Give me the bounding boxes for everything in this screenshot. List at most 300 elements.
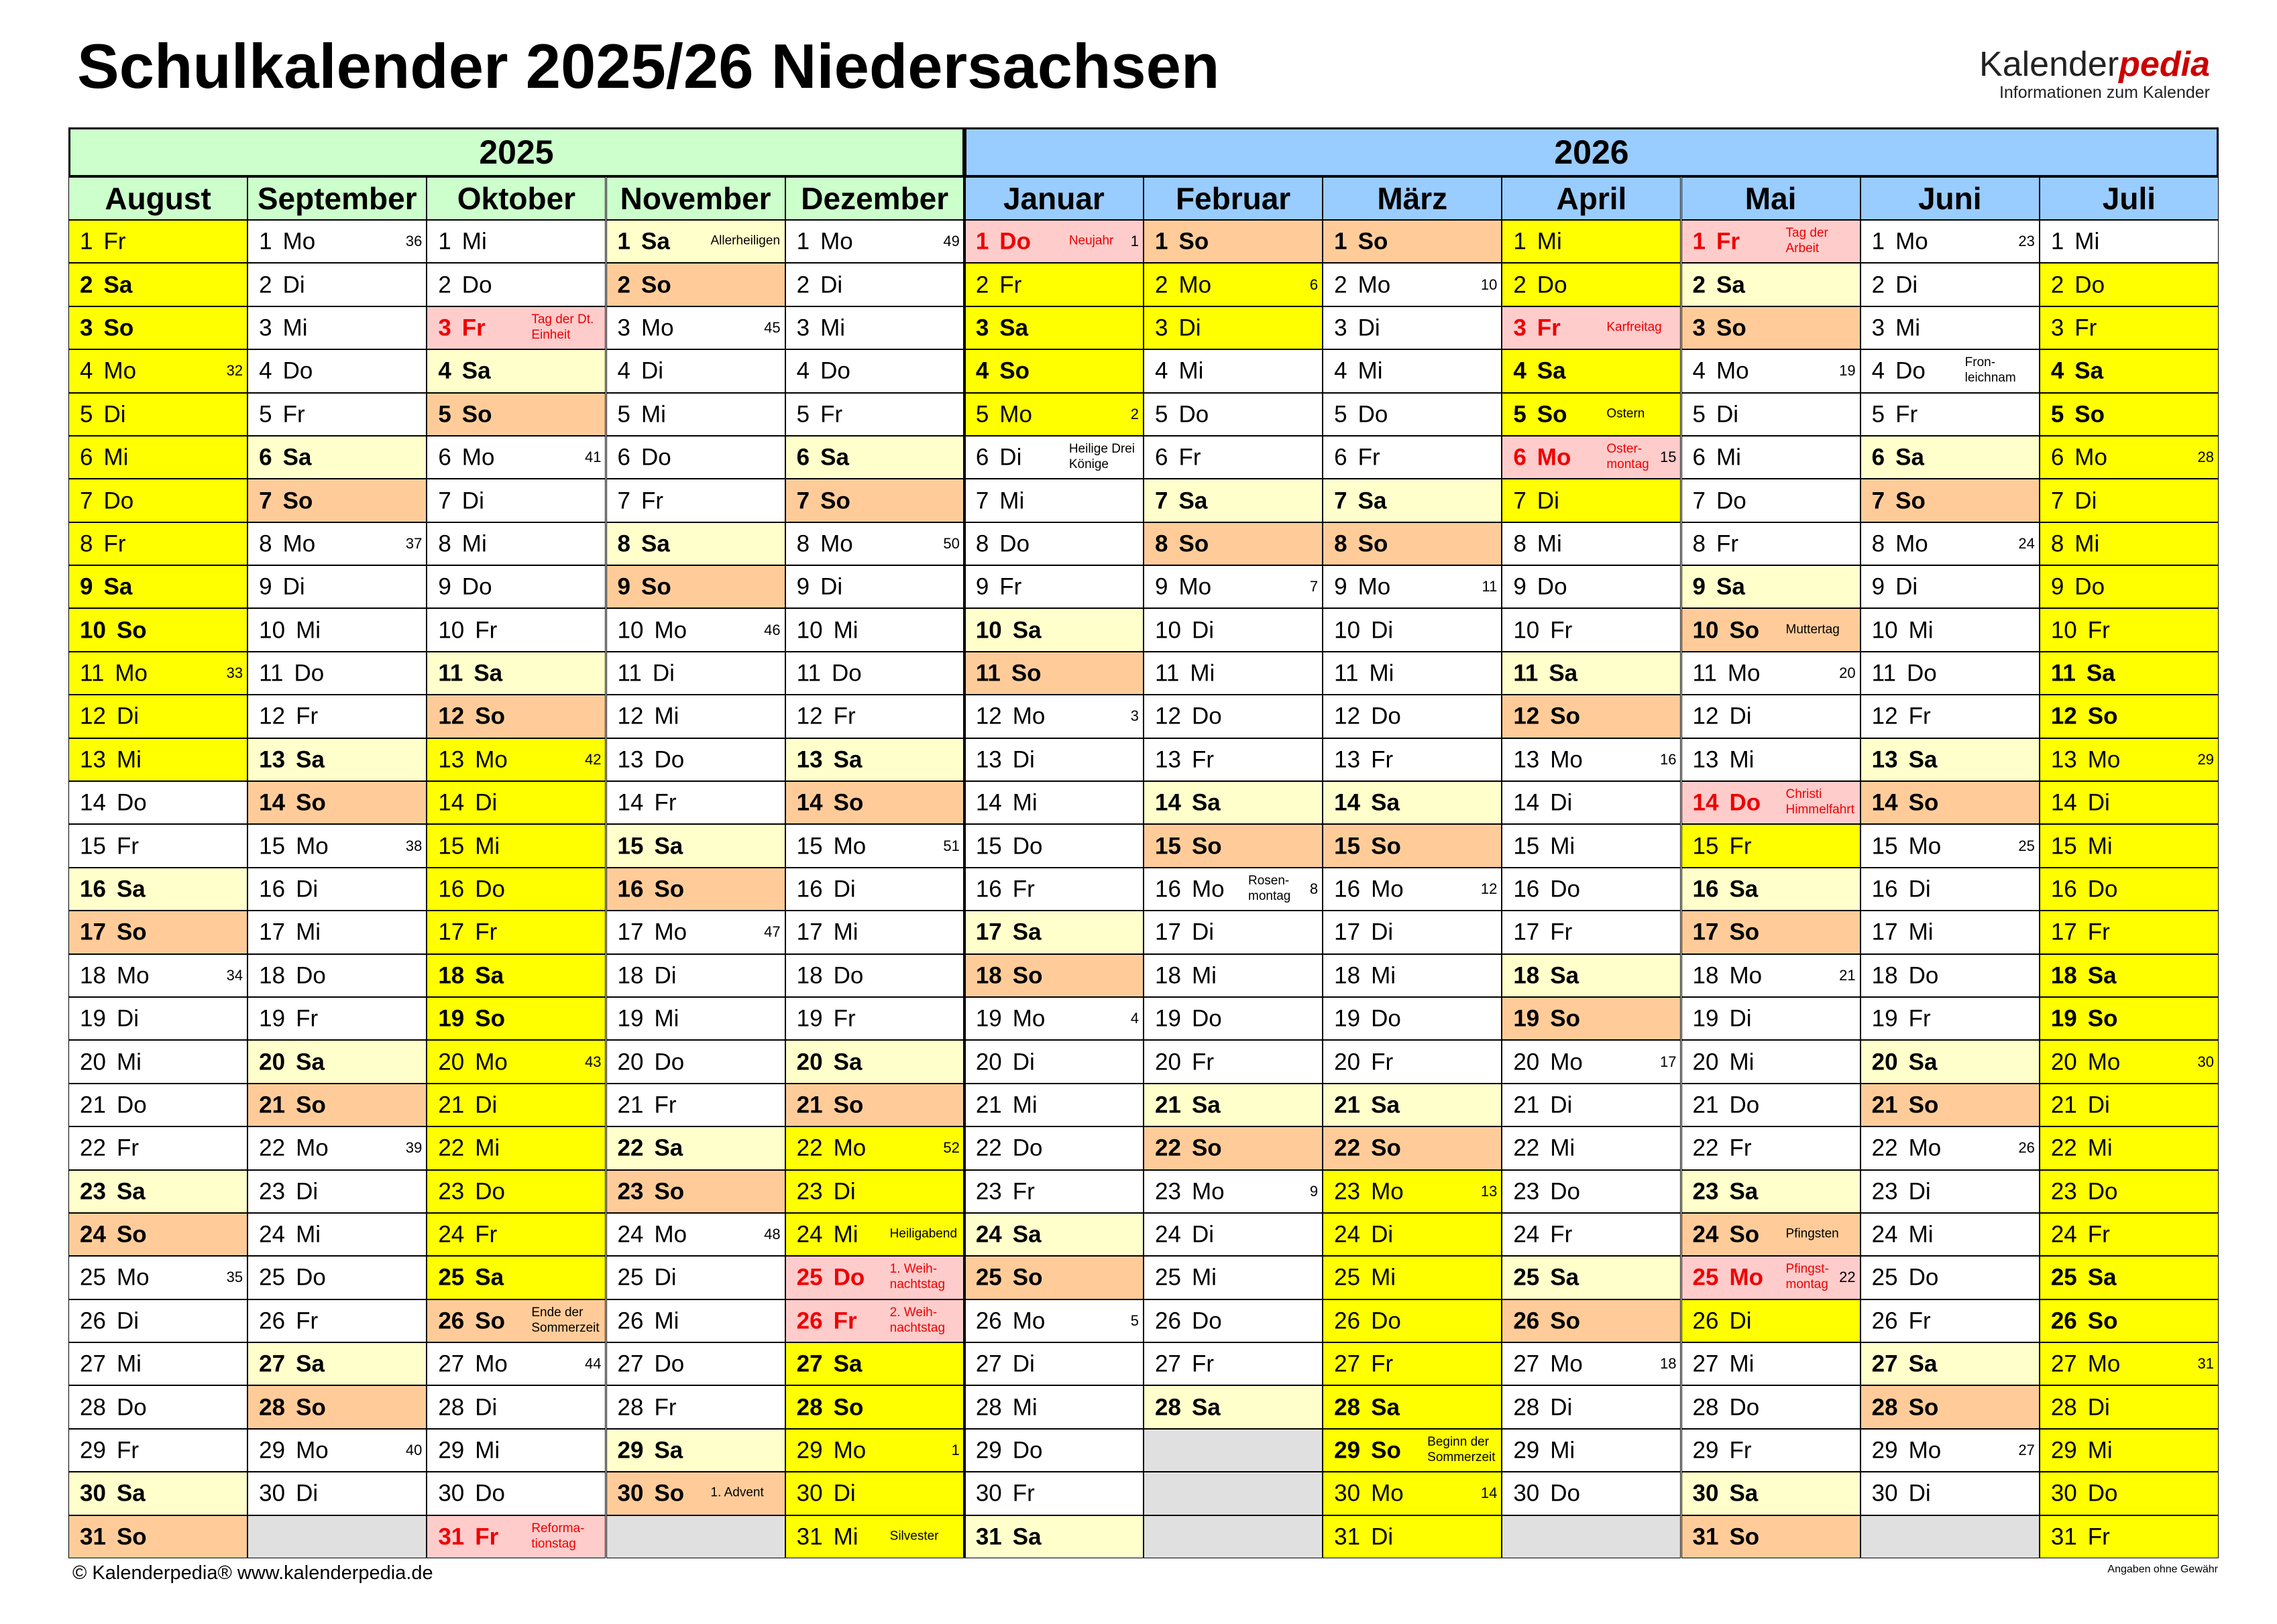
day-label: 21 Fr [617,1092,677,1118]
day-cell [785,1170,964,1213]
day-label: 23 Mo [1334,1178,1404,1205]
day-cell [785,1515,964,1558]
day-label: 20 Sa [796,1049,863,1076]
day-label: 22 Mo [1871,1135,1942,1161]
day-label: 27 Fr [1155,1350,1214,1377]
day-label: 8 Mo [1871,530,1928,557]
empty-day-cell [1502,1515,1681,1558]
day-label: 14 Di [2050,789,2110,816]
day-label: 11 So [975,660,1042,687]
day-cell [68,1084,247,1126]
week-number: 16 [1660,750,1677,768]
day-label: 15 Do [975,833,1043,860]
day-cell [1502,1472,1681,1515]
day-cell [1144,997,1323,1040]
day-cell [1861,393,2040,436]
day-label: 7 So [1871,487,1926,514]
day-cell [247,997,427,1040]
day-label: 17 Di [1155,919,1214,945]
day-label: 9 Mo [1334,573,1391,600]
page-title: Schulkalender 2025/26 Niedersachsen [77,31,1220,101]
day-cell [2040,1472,2219,1515]
day-label: 17 Fr [1513,919,1573,945]
day-label: 24 Mi [259,1221,321,1248]
day-label: 10 So [1692,617,1760,644]
day-cell [1323,1385,1502,1428]
day-label: 27 Mi [80,1350,142,1377]
day-cell [964,652,1144,695]
week-number: 46 [764,621,781,638]
week-number: 6 [1309,276,1319,293]
day-label: 9 Do [438,573,492,600]
day-cell [68,1515,247,1558]
day-cell [785,1126,964,1169]
day-cell [1861,954,2040,997]
day-label: 10 Di [1334,617,1394,644]
day-cell [606,1342,785,1385]
day-label: 27 Fr [1334,1350,1394,1377]
day-label: 17 Sa [975,919,1042,945]
day-cell [606,522,785,565]
day-cell [427,1342,606,1385]
day-label: 12 Fr [1871,703,1931,730]
day-label: 25 Do [259,1264,326,1291]
day-label: 8 Mo [259,530,316,557]
day-label: 10 Fr [1513,617,1573,644]
day-label: 13 Mo [1513,746,1583,773]
day-label: 16 Mo [1155,876,1225,903]
week-number: 30 [2197,1053,2214,1070]
day-cell [427,868,606,911]
day-cell [964,1429,1144,1472]
day-cell [1681,911,1861,953]
day-label: 25 So [975,1264,1043,1291]
day-cell [68,1342,247,1385]
day-label: 8 Do [975,530,1030,557]
day-label: 9 Fr [975,573,1022,600]
day-cell [1861,263,2040,306]
day-cell [1144,479,1323,522]
day-label: 26 Mi [617,1308,679,1334]
day-cell [1144,1170,1323,1213]
day-label: 12 Di [80,703,139,730]
day-label: 7 Di [438,487,484,514]
day-label: 8 Mi [2050,530,2100,557]
day-cell [427,565,606,608]
day-cell [785,868,964,911]
day-cell [606,1213,785,1256]
day-cell [1502,1213,1681,1256]
year-divider [963,127,966,1558]
day-cell [1144,263,1323,306]
day-label: 23 Di [259,1178,319,1205]
day-cell [1323,1299,1502,1342]
day-label: 30 Do [438,1480,506,1507]
day-cell [1861,652,2040,695]
day-label: 12 So [2050,703,2118,730]
week-number: 32 [226,362,243,380]
day-label: 8 Sa [617,530,670,557]
day-label: 28 Mi [975,1394,1038,1421]
day-cell [1144,1342,1323,1385]
day-cell [1502,1170,1681,1213]
day-cell [964,1170,1144,1213]
day-label: 15 So [1155,833,1222,860]
day-cell [1681,436,1861,479]
week-number: 21 [1839,966,1856,984]
month-header-märz: März [1323,177,1502,220]
day-label: 13 Mo [438,746,508,773]
day-cell [68,1429,247,1472]
day-label: 2 Do [2050,272,2105,298]
week-number: 45 [764,318,781,336]
day-cell [1861,479,2040,522]
day-label: 12 Mi [617,703,679,730]
day-label: 28 So [1871,1394,1939,1421]
day-cell [247,781,427,824]
day-cell [427,220,606,263]
day-label: 9 Di [796,573,843,600]
day-cell [1681,1213,1861,1256]
day-cell [964,1299,1144,1342]
day-label: 5 Mo [975,401,1032,428]
day-cell [1861,608,2040,651]
day-label: 2 Di [1871,272,1918,298]
day-label: 23 Sa [80,1178,146,1205]
day-label: 28 Sa [1334,1394,1400,1421]
day-cell [606,997,785,1040]
day-label: 24 Di [1155,1221,1214,1248]
day-label: 24 Mi [1871,1221,1934,1248]
day-cell [1502,263,1681,306]
day-cell [1861,436,2040,479]
day-label: 21 Do [1692,1092,1760,1118]
day-cell [1681,263,1861,306]
day-cell [2040,997,2219,1040]
day-label: 18 Di [617,962,677,989]
day-label: 12 So [1513,703,1580,730]
day-cell [964,1385,1144,1428]
day-cell [785,1385,964,1428]
day-label: 16 Mo [1334,876,1404,903]
day-cell [247,1040,427,1083]
day-label: 7 So [796,487,850,514]
day-cell [247,824,427,867]
day-label: 19 So [2050,1005,2118,1032]
day-cell [247,393,427,436]
day-label: 27 Di [975,1350,1035,1377]
day-cell [606,306,785,349]
day-label: 20 Fr [1155,1049,1214,1076]
day-label: 10 Fr [2050,617,2110,644]
day-label: 4 So [975,357,1030,384]
day-label: 15 Mi [1513,833,1575,860]
day-label: 10 Mi [259,617,321,644]
week-number: 13 [1480,1182,1498,1200]
day-label: 17 Mi [1871,919,1934,945]
day-label: 2 Fr [975,272,1022,298]
day-cell [1502,1342,1681,1385]
day-label: 30 So [617,1480,685,1507]
day-label: 16 Di [796,876,856,903]
day-cell [606,436,785,479]
day-cell [1861,1084,2040,1126]
day-cell [785,1429,964,1472]
day-label: 20 Sa [259,1049,325,1076]
day-label: 13 Sa [1871,746,1938,773]
day-label: 21 Di [1513,1092,1573,1118]
day-cell [2040,1429,2219,1472]
day-label: 25 Mi [1334,1264,1396,1291]
day-label: 20 Di [975,1049,1035,1076]
day-cell [1323,652,1502,695]
day-cell [1861,349,2040,392]
day-cell [1502,220,1681,263]
day-cell [1681,1170,1861,1213]
day-cell [68,349,247,392]
day-cell [427,781,606,824]
day-cell [68,954,247,997]
note-label: Heilige Drei Könige [1068,442,1135,472]
day-label: 14 Mi [975,789,1038,816]
day-label: 19 Do [1155,1005,1222,1032]
day-cell [2040,652,2219,695]
day-cell [1681,393,1861,436]
day-cell [427,608,606,651]
day-cell [606,1385,785,1428]
week-number: 41 [585,449,602,466]
day-cell [1144,1126,1323,1169]
day-cell [247,1084,427,1126]
day-cell [1323,1429,1502,1472]
month-header-juni: Juni [1861,177,2040,220]
day-cell [1861,695,2040,738]
day-label: 29 So [1334,1437,1401,1464]
day-cell [1502,393,1681,436]
day-label: 25 Do [796,1264,865,1291]
day-cell [1861,1213,2040,1256]
empty-day-cell [247,1515,427,1558]
day-cell [247,1126,427,1169]
day-label: 23 Fr [975,1178,1035,1205]
day-cell [1144,911,1323,953]
week-number: 1 [951,1442,960,1459]
day-label: 1 Do [975,228,1031,255]
day-cell [247,436,427,479]
day-label: 16 So [617,876,685,903]
day-label: 2 So [617,272,671,298]
day-label: 18 Mo [80,962,150,989]
empty-day-cell [1144,1472,1323,1515]
day-cell [2040,263,2219,306]
day-label: 4 Do [796,357,850,384]
day-label: 15 Mo [796,833,867,860]
day-cell [1502,997,1681,1040]
day-cell [964,220,1144,263]
day-label: 18 Sa [438,962,504,989]
week-number: 5 [1130,1312,1139,1329]
day-label: 22 Mo [259,1135,329,1161]
day-cell [606,1429,785,1472]
day-label: 20 Mo [1513,1049,1583,1076]
day-label: 29 Sa [617,1437,683,1464]
holiday-label: Christi Himmelfahrt [1785,787,1854,817]
day-cell [1323,1342,1502,1385]
day-cell [68,868,247,911]
empty-day-cell [1144,1515,1323,1558]
day-label: 18 Mo [1692,962,1763,989]
day-label: 18 Do [259,962,326,989]
day-cell [1323,1170,1502,1213]
week-number: 24 [2018,534,2035,552]
day-cell [785,738,964,781]
day-label: 1 Mi [2050,228,2100,255]
day-cell [1144,1299,1323,1342]
week-number: 20 [1839,664,1856,682]
week-number: 31 [2197,1355,2214,1373]
day-label: 6 Mo [1513,444,1571,471]
day-label: 9 Mo [1155,573,1212,600]
empty-day-cell [1861,1515,2040,1558]
day-cell [964,911,1144,953]
day-cell [964,263,1144,306]
day-label: 16 Do [1513,876,1581,903]
day-label: 11 Mo [1692,660,1761,687]
day-label: 14 So [796,789,864,816]
day-label: 2 Sa [80,272,133,298]
day-label: 7 Do [80,487,134,514]
day-cell [1681,738,1861,781]
day-cell [247,868,427,911]
day-label: 22 So [1334,1135,1401,1161]
day-label: 11 Mo [80,660,148,687]
day-cell [2040,479,2219,522]
day-cell [1144,393,1323,436]
day-cell [964,781,1144,824]
day-cell [1323,1084,1502,1126]
week-number: 26 [2018,1139,2035,1157]
day-cell [1861,565,2040,608]
day-label: 16 Di [259,876,319,903]
day-label: 11 Mi [1155,660,1215,687]
month-header-dezember: Dezember [785,177,964,220]
day-label: 21 Di [2050,1092,2110,1118]
day-cell [1144,1385,1323,1428]
day-label: 23 Mo [1155,1178,1225,1205]
holiday-label: Tag der Dt. Einheit [531,312,594,342]
day-label: 14 Sa [1334,789,1400,816]
day-cell [1323,436,1502,479]
day-cell [1861,1040,2040,1083]
day-cell [1681,522,1861,565]
footer-disclaimer: Angaben ohne Gewähr [2107,1564,2218,1575]
day-cell [1681,1256,1861,1299]
day-cell [2040,565,2219,608]
day-cell [1681,1472,1861,1515]
day-cell [2040,824,2219,867]
day-label: 6 Mo [2050,444,2107,471]
day-label: 10 Mi [796,617,858,644]
day-cell [1323,349,1502,392]
day-cell [1502,738,1681,781]
day-cell [427,738,606,781]
day-cell [1861,1256,2040,1299]
day-label: 23 Di [1871,1178,1931,1205]
day-cell [2040,695,2219,738]
day-cell [1144,608,1323,651]
day-cell [606,1040,785,1083]
day-cell [427,695,606,738]
day-label: 31 Di [1334,1523,1394,1550]
day-label: 28 Di [1513,1394,1573,1421]
day-cell [1502,781,1681,824]
day-label: 27 Sa [259,1350,325,1377]
day-label: 14 Sa [1155,789,1221,816]
holiday-label: Tag der Arbeit [1785,226,1828,256]
day-cell [1323,1515,1502,1558]
day-label: 21 Sa [1155,1092,1221,1118]
day-cell [1323,522,1502,565]
day-cell [68,911,247,953]
day-label: 1 Mo [796,228,853,255]
day-label: 25 Do [1871,1264,1939,1291]
day-label: 1 Mo [1871,228,1928,255]
day-cell [785,781,964,824]
month-header-januar: Januar [964,177,1144,220]
day-cell [1681,306,1861,349]
day-cell [1323,565,1502,608]
logo-tagline: Informationen zum Kalender [1999,83,2210,102]
day-cell [964,954,1144,997]
day-cell [785,263,964,306]
day-label: 3 Sa [975,314,1029,341]
day-label: 26 Di [80,1308,139,1334]
holiday-label: Pfingst-montag [1785,1262,1829,1292]
day-cell [1861,738,2040,781]
week-number: 51 [943,837,960,854]
day-label: 5 Do [1155,401,1209,428]
day-cell [427,997,606,1040]
day-label: 16 Do [2050,876,2118,903]
day-label: 4 Mi [1155,357,1204,384]
day-label: 26 Fr [259,1308,319,1334]
day-cell [1323,393,1502,436]
day-label: 9 So [617,573,671,600]
day-cell [68,1126,247,1169]
day-cell [68,738,247,781]
day-cell [1681,608,1861,651]
day-cell [1861,1126,2040,1169]
day-cell [68,1299,247,1342]
day-cell [785,393,964,436]
day-cell [785,824,964,867]
day-label: 29 Mi [2050,1437,2113,1464]
day-cell [1681,220,1861,263]
day-cell [1681,1515,1861,1558]
day-label: 31 So [1692,1523,1760,1550]
day-label: 7 So [259,487,313,514]
day-cell [68,306,247,349]
day-cell [1502,954,1681,997]
day-label: 20 Mi [80,1049,142,1076]
day-cell [427,1429,606,1472]
day-label: 22 Mi [1513,1135,1575,1161]
day-label: 28 Do [1692,1394,1760,1421]
week-number: 1 [1130,233,1139,250]
day-label: 8 So [1155,530,1209,557]
day-label: 15 Fr [1692,833,1752,860]
holiday-label: 2. Weih-nachtstag [889,1306,946,1335]
